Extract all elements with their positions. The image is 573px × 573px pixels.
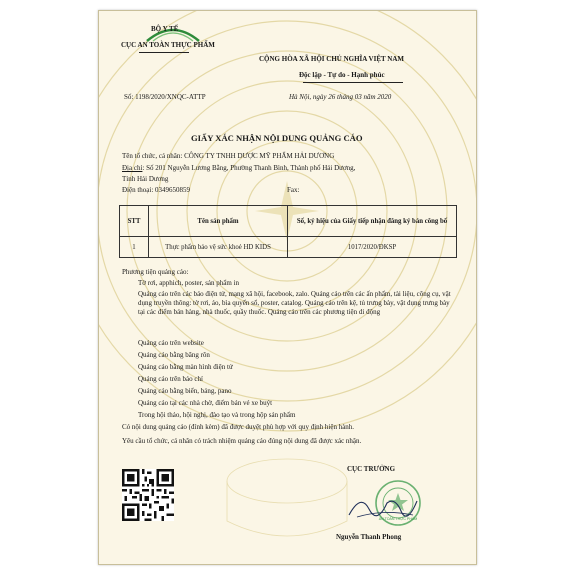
list-item: Trong hội thảo, hội nghị, đào tạo và trong hộp sản phẩm: [138, 411, 296, 419]
qr-code-icon: [122, 469, 174, 521]
motto-underline: [303, 82, 403, 83]
org-address: [122, 164, 355, 172]
address-label: Địa chỉ: [122, 164, 143, 172]
department-name: CỤC AN TOÀN THỰC PHẨM: [121, 41, 215, 49]
table-row: [120, 237, 457, 258]
list-item: Quảng cáo bằng băng rôn: [138, 351, 210, 359]
approval-statement: Có nội dung quảng cáo (đính kèm) đã được duyệt phù hợp với quy định hiện hành.: [122, 423, 355, 431]
signer-title: CỤC TRƯỞNG: [347, 465, 396, 473]
list-item: Quảng cáo tại các nhà chờ, điểm bán vé xe buýt: [138, 399, 273, 407]
product-table: [119, 205, 457, 258]
department-underline: [139, 52, 189, 53]
row-registration-number: 1017/2020/ĐKSP: [288, 237, 457, 258]
header-product-name: Tên sản phẩm: [149, 206, 288, 237]
national-motto: Độc lập - Tự do - Hạnh phúc: [299, 71, 385, 79]
signer-name: Nguyễn Thanh Phong: [336, 533, 402, 541]
media-online-paragraph: Quảng cáo trên các báo điện tử, mạng xã hội, facebook, zalo. Quảng cáo trên các ấn phẩm, tài liệu, công cụ, vật dụng truyền thông: tờ rơi, áo, bìa quyển sổ, poster, catalog. Quảng cáo trên kệ, tủ trưng bày, vật dụng trưng bày tại các điểm bán hàng, nhà thuốc, quầy thuốc. Quảng cáo trên các phương tiện di động: [138, 290, 451, 316]
org-phone: Điện thoại: 0349650859: [122, 186, 191, 194]
stamp-text: AN TOÀN THỰC PHẨM: [378, 517, 418, 521]
table-header-row: [120, 206, 457, 237]
media-print: Tờ rơi, apphich, poster, sản phẩm in: [138, 279, 240, 287]
media-heading: Phương tiện quảng cáo:: [122, 268, 189, 276]
header-registration-number: Số, ký hiệu của Giấy tiếp nhận đăng ký bản công bố: [288, 206, 457, 237]
row-product-name: Thực phẩm bảo vệ sức khoẻ HD KIDS: [149, 237, 288, 258]
row-stt: 1: [120, 237, 149, 258]
ministry-name: BỘ Y TẾ: [151, 25, 179, 33]
certificate-document: [98, 10, 477, 565]
country-name: CỘNG HÒA XÃ HỘI CHỦ NGHĨA VIỆT NAM: [259, 55, 405, 63]
org-fax: Fax:: [287, 186, 300, 194]
list-item: Quảng cáo trên báo chí: [138, 375, 203, 383]
document-number: Số: 1198/2020/XNQC-ATTP: [124, 93, 206, 101]
org-name: Tên tổ chức, cá nhân: CÔNG TY TNHH DƯỢC MỸ PHẨM HẢI DƯƠNG: [122, 152, 335, 160]
responsibility-statement: Yêu cầu tổ chức, cá nhân có trách nhiệm quảng cáo đúng nội dung đã được xác nhận.: [122, 437, 362, 445]
document-title: GIẤY XÁC NHẬN NỘI DUNG QUẢNG CÁO: [191, 133, 363, 143]
issue-date: Hà Nội, ngày 26 tháng 03 năm 2020: [289, 93, 392, 101]
header-stt: STT: [120, 206, 149, 237]
list-item: Quảng cáo bằng biển, bảng, pano: [138, 387, 232, 395]
address-value: : Số 201 Nguyễn Lương Bằng, Phường Thanh Bình, Thành phố Hải Dương,: [142, 164, 356, 172]
list-item: Quảng cáo bằng màn hình điện tử: [138, 363, 233, 371]
handwritten-signature-icon: [343, 489, 423, 523]
list-item: Quảng cáo trên website: [138, 339, 204, 347]
org-address-line2: Tỉnh Hải Dương: [122, 175, 169, 183]
